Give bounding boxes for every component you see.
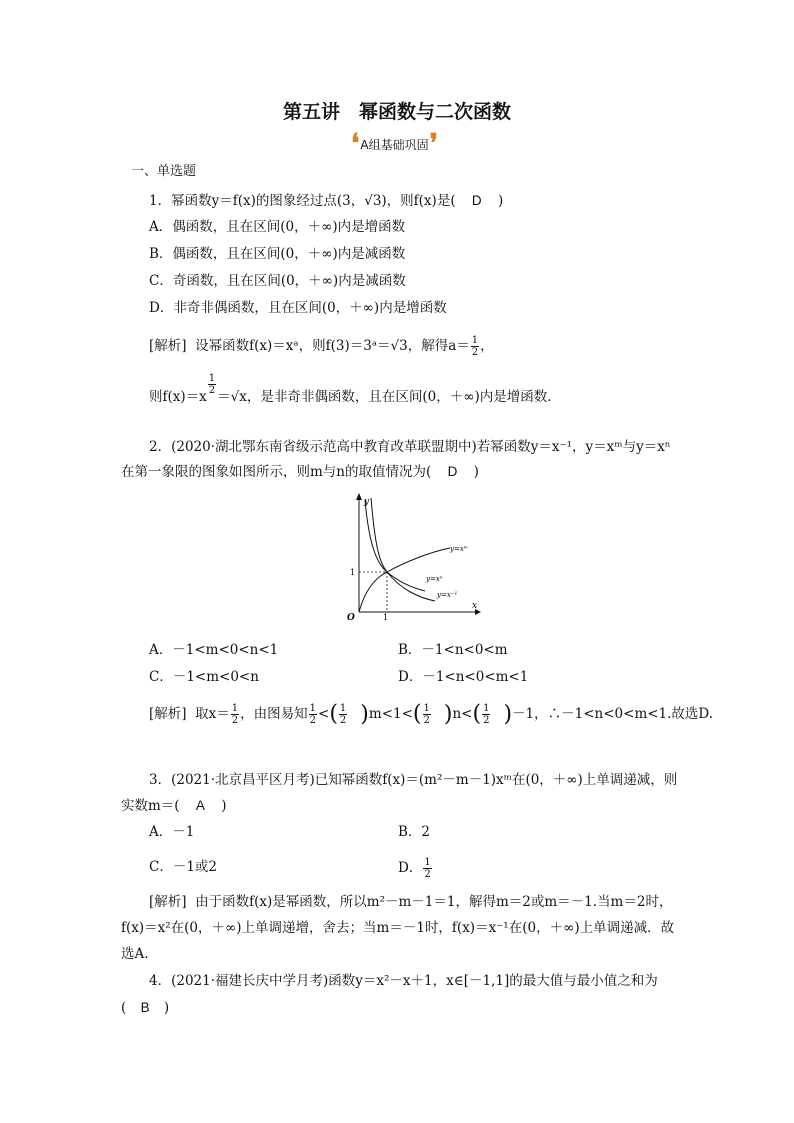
fraction [423,857,431,880]
group-banner [351,129,438,159]
q1-analysis-text: 设幂函数f(x)＝xᵃ，则f(3)＝3ᵃ＝√3，解得a＝ [195,338,470,354]
fraction-denominator: 2 [309,715,317,726]
q2-answer: D [447,464,458,479]
q1-close: ) [497,193,504,209]
q1-option-a: A．偶函数，且在区间(0，＋∞)内是增函数 [149,219,406,235]
fraction-numerator: 1 [231,703,239,714]
q3-analysis-line1 [149,892,672,912]
exponent-denominator: 2 [208,385,216,396]
fraction-numerator: 1 [424,857,431,868]
label-curve-inv: y=x⁻¹ [437,591,458,599]
origin-label: O [347,613,355,620]
q3-option-a: A．－1 [149,824,195,840]
q1-analysis-pre: 则f(x)＝x [149,389,207,405]
q2-option-c: C．－1<m<0<n [149,669,259,685]
close-quote-icon: ❜ [429,129,438,159]
q1-answer: D [471,193,482,208]
q2-option-a: A．－1<m<0<n<1 [149,642,279,658]
q1-option-d: D．非奇非偶函数，且在区间(0，＋∞)内是增函数 [149,300,447,316]
fraction-denominator: 2 [483,715,490,726]
q3-stem-text: 实数m＝( [121,798,180,814]
q2-analysis-b: ，由图易知 [240,706,308,722]
fraction-numerator: 1 [339,703,347,714]
label-curve-n: y=xⁿ [426,575,443,583]
label-curve-m: y=xᵐ [450,545,469,553]
analysis-tag: [解析] [149,894,187,910]
tick-x-1: 1 [383,613,389,620]
y-axis-arrow-icon [356,493,362,500]
q3-close: ) [221,798,227,814]
paren-open: ( [329,701,338,727]
q4-open: ( [121,1000,127,1016]
paren-open: ( [472,701,482,727]
q2-analysis-f: －1，∴－1<n<0<m<1.故选D. [512,706,714,722]
q1-stem [149,191,503,211]
q3-analysis-line3: 选A. [121,946,149,962]
q2-analysis [149,703,713,726]
fraction-denominator: 2 [424,869,431,880]
fraction [231,703,239,726]
fraction-denominator: 2 [423,715,430,726]
group-label: A组基础巩固 [360,137,429,152]
fraction [309,703,317,726]
q1-analysis-text2: ＝√x，是非奇非偶函数，且在区间(0，＋∞)内是增函数． [217,389,561,405]
q2-option-b: B．－1<n<0<m [398,642,508,658]
q1-option-c: C．奇函数，且在区间(0，＋∞)内是减函数 [149,273,406,289]
paren-close: ) [503,701,513,727]
curve-inv [371,498,435,601]
q2-stem-line2 [121,462,479,482]
page-title: 第五讲 幂函数与二次函数 [282,101,511,123]
fraction-numerator: 1 [483,703,490,714]
fraction-denominator: 2 [471,347,479,358]
exponent-numerator: 1 [208,373,216,384]
fraction [471,335,479,358]
q3-option-d-label: D． [398,860,423,876]
q2-stem-line1: 2．(2020·湖北鄂东南省级示范高中教育改革联盟期中)若幂函数y＝x⁻¹，y＝xᵐ与y＝xⁿ [149,439,671,455]
q3-option-d [398,857,433,880]
fraction [339,703,347,726]
q4-stem-line2 [121,998,169,1018]
fraction [482,703,490,726]
paren-open: ( [412,701,422,727]
q2-close: ) [473,464,479,480]
q2-analysis-a: 取x＝ [195,706,230,722]
q3-option-c: C．－1或2 [149,859,218,875]
q3-analysis-text1: 由于函数f(x)是幂函数，所以m²－m－1＝1，解得m＝2或m＝－1.当m＝2时， [195,894,673,910]
fraction-numerator: 1 [423,703,430,714]
q2-option-d: D．－1<n<0<m<1 [398,669,529,685]
q1-analysis-line1 [149,335,494,358]
analysis-tag: [解析] [149,338,187,354]
fraction-denominator: 2 [231,715,239,726]
q3-option-b: B．2 [398,824,431,840]
power-function-graph [335,490,485,620]
q1-analysis-line2 [149,373,561,407]
q4-stem-line1: 4．(2021·福建长庆中学月考)函数y＝x²－x＋1，x∈[－1,1]的最大值与最小值之和为 [149,973,658,989]
fraction [423,703,431,726]
axis-label-x: x [472,601,478,611]
q1-analysis-end: ， [480,338,494,354]
axis-label-y: y [364,497,370,507]
q1-stem-text: 1．幂函数y＝f(x)的图象经过点(3，√3)，则f(x)是( [149,193,456,209]
paren-close: ) [443,701,453,727]
q4-answer: B [140,1000,150,1015]
fraction-numerator: 1 [471,335,479,346]
q2-analysis-d: m<1< [368,706,413,722]
paren-close: ) [360,701,369,727]
exponent-fraction [208,373,216,396]
fraction-numerator: 1 [309,703,317,714]
curve-n [365,500,425,591]
q3-answer: A [195,798,205,813]
q3-stem-line2 [121,796,226,816]
section-heading: 一、单选题 [131,164,197,179]
q3-stem-line1: 3．(2021·北京昌平区月考)已知幂函数f(x)＝(m²－m－1)xᵐ在(0，＋∞)上单调递减，则 [149,772,678,788]
fraction-denominator: 2 [339,715,347,726]
open-quote-icon: ❛ [351,129,360,159]
q2-analysis-e: n< [452,706,473,722]
q3-analysis-line2: f(x)＝x²在(0，＋∞)上单调递增，舍去；当m＝－1时，f(x)＝x⁻¹在(0，＋∞)上单调递减．故 [121,920,675,936]
q4-close: ) [163,1000,170,1016]
analysis-tag: [解析] [149,706,187,722]
q1-option-b: B．偶函数，且在区间(0，＋∞)内是减函数 [149,246,406,262]
q2-analysis-c: < [318,706,330,722]
q2-stem-text: 在第一象限的图象如图所示，则m与n的取值情况为( [121,464,432,480]
tick-y-1: 1 [350,568,356,577]
